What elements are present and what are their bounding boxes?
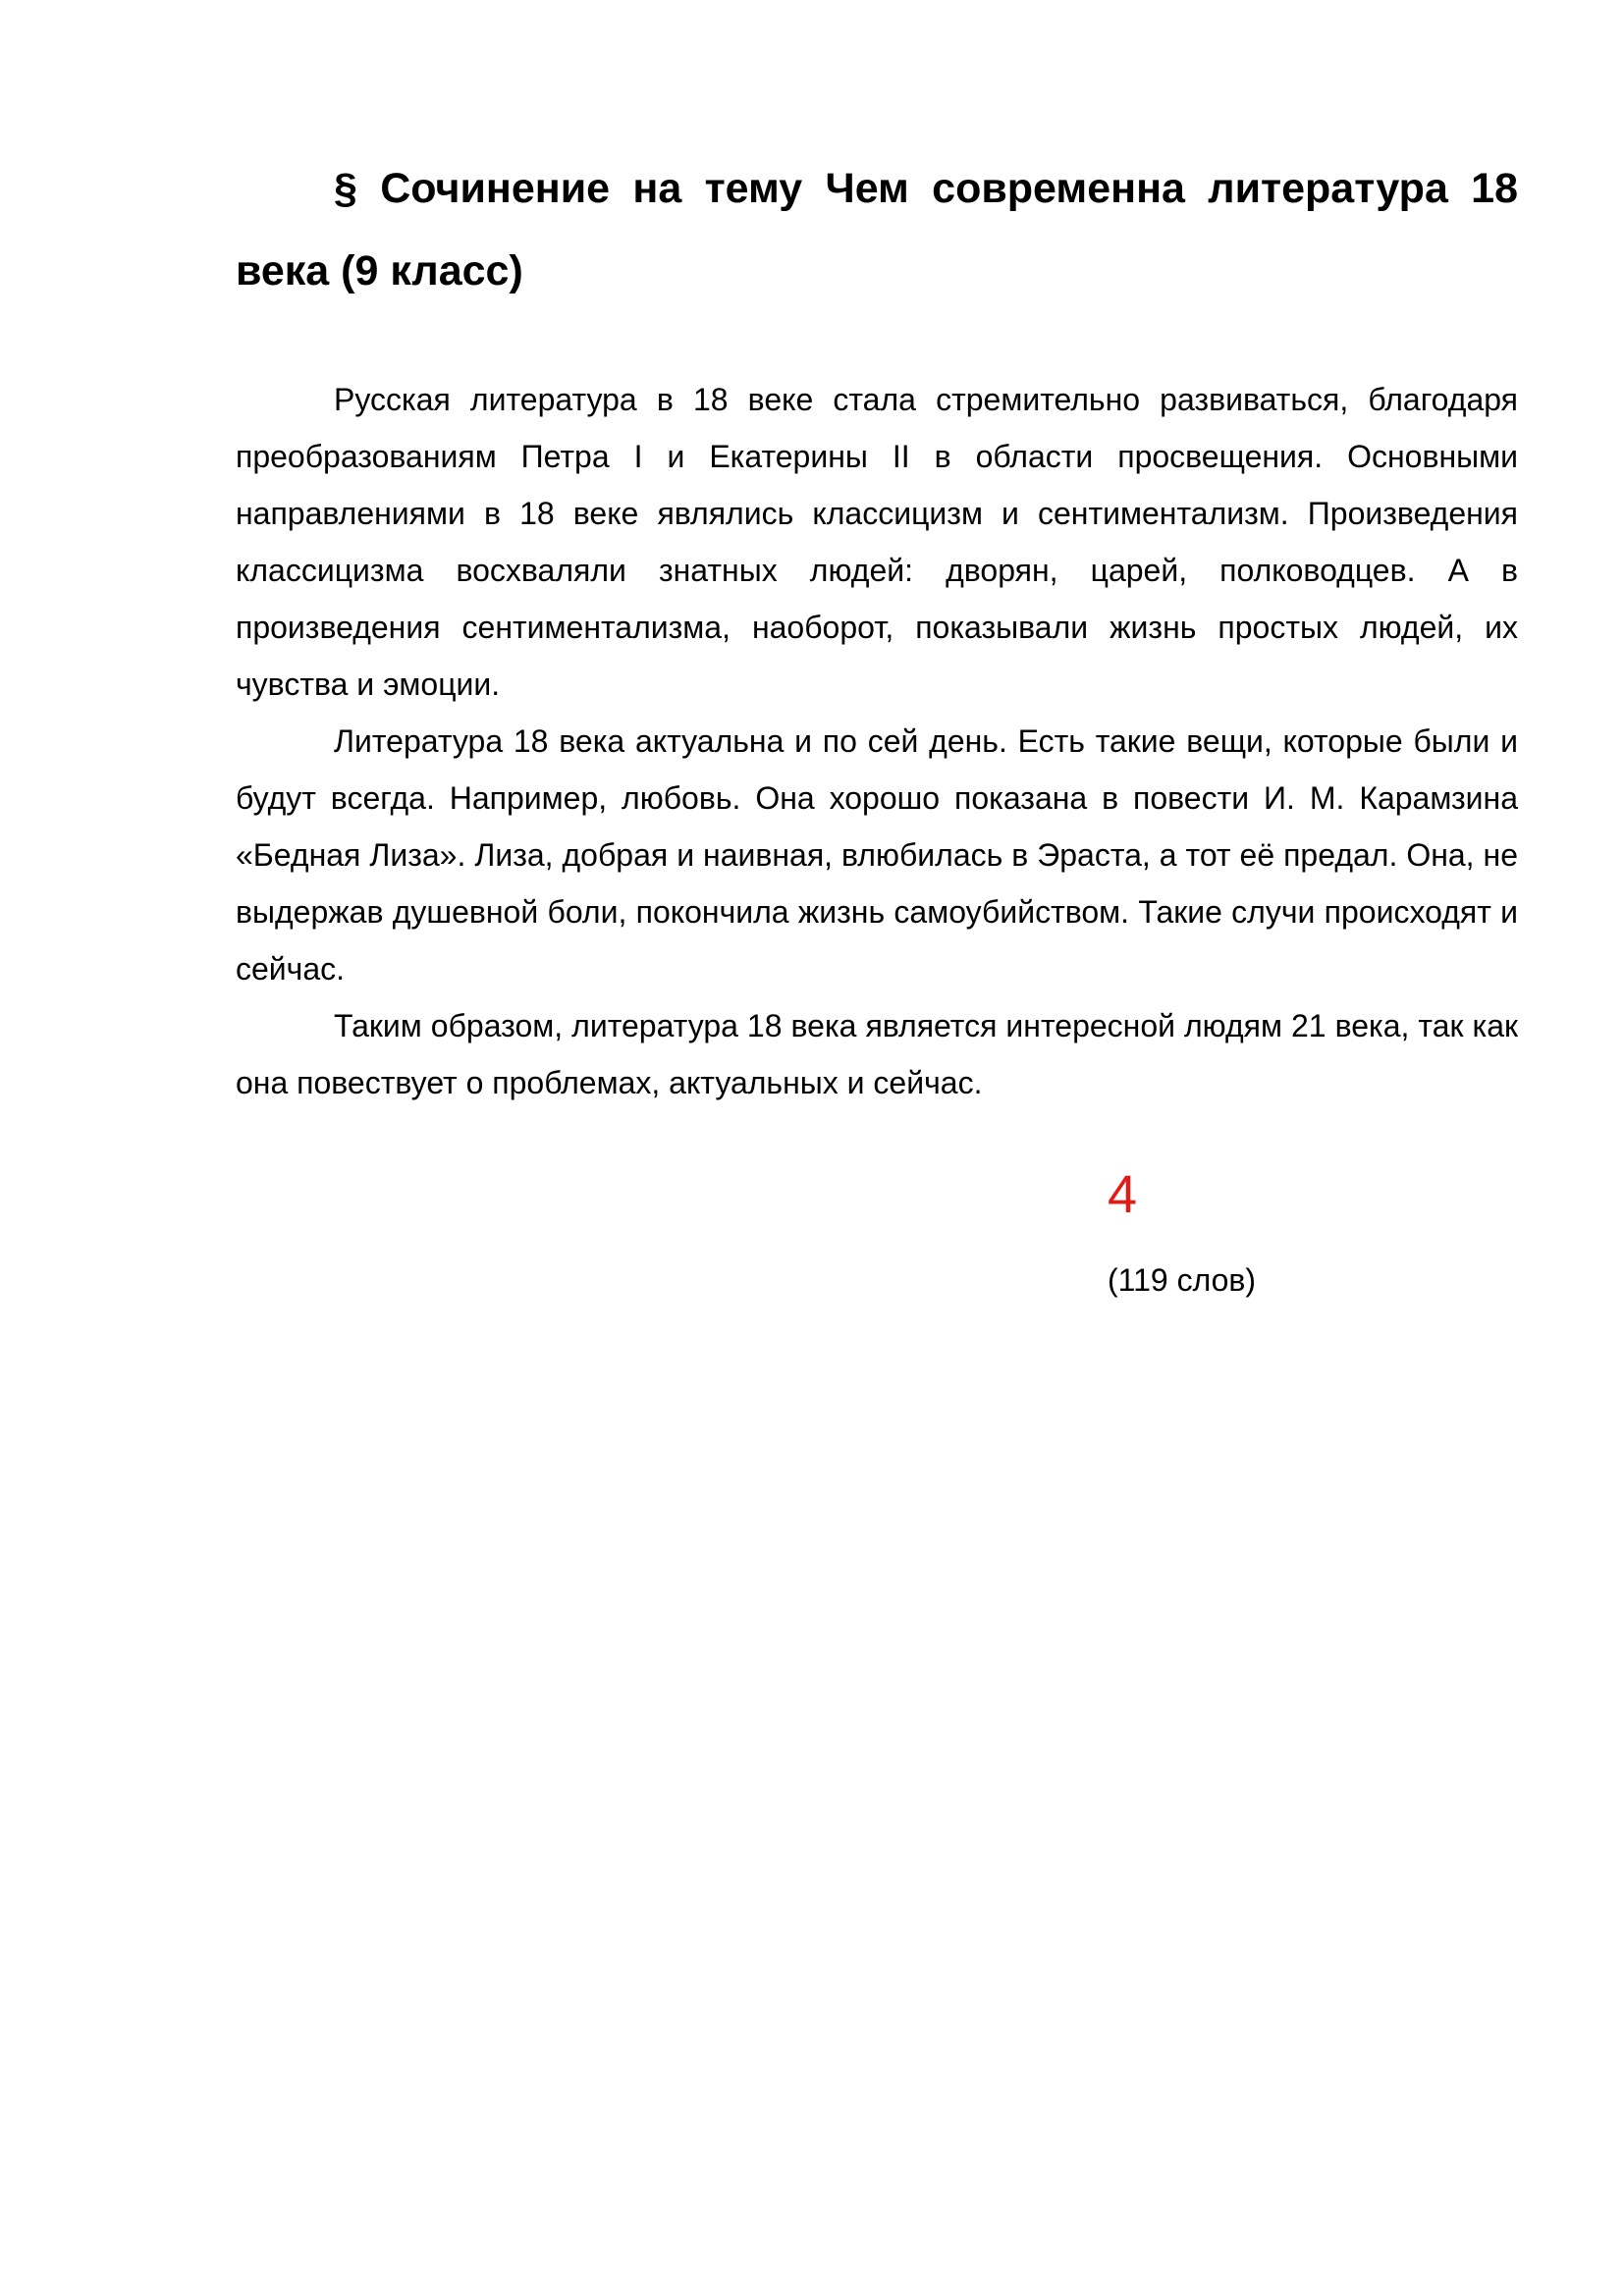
essay-paragraph: Таким образом, литература 18 века является интересной людям 21 века, так как она повествует о проблемах, актуальных и сейчас. xyxy=(236,1008,1518,1100)
word-count: (119 слов) xyxy=(1108,1262,1257,1298)
document-page xyxy=(236,147,1518,1111)
essay-body xyxy=(236,371,1518,1111)
essay-paragraph: Литература 18 века актуальна и по сей день. Есть такие вещи, которые были и будут всегда. Например, любовь. Она хорошо показана в повести И. М. Карамзина «Бедная Лиза». Лиза, добрая и наивная, влюбилась в Эраста, а тот её предал. Она, не выдержав душевной боли, покончила жизнь самоубийством. Такие случи происходят и сейчас. xyxy=(236,723,1518,987)
grade-mark: 4 xyxy=(1108,1165,1138,1224)
essay-paragraph: Русская литература в 18 веке стала стремительно развиваться, благодаря преобразованиям Петра I и Екатерины II в области просвещения. Основными направлениями в 18 веке являлись классицизм и сентиментализм. Произведения классицизма восхваляли знатных людей: дворян, царей, полководцев. А в произведения сентиментализма, наоборот, показывали жизнь простых людей, их чувства и эмоции. xyxy=(236,382,1518,702)
essay-title: § Сочинение на тему Чем современна литература 18 века (9 класс) xyxy=(236,165,1518,294)
